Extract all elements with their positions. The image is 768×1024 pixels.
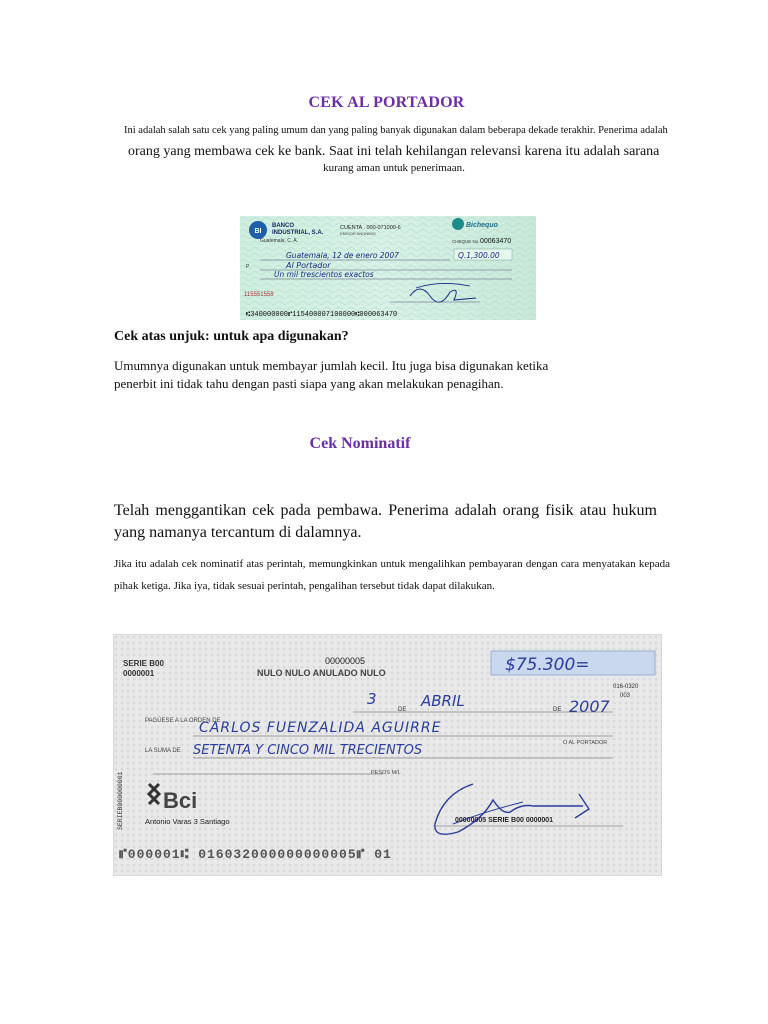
page-title-cek-al-portador: CEK AL PORTADOR [308, 94, 465, 111]
section-title-cek-nominatif: Cek Nominatif [309, 435, 411, 452]
check-micr-line: ⑈000001⑆ 016032000000000005⑈ 01 [119, 847, 392, 862]
paragraph-nominatif-1: Telah menggantikan cek pada pembawa. Penerima adalah orang fisik atau hukum yang namanya tercantum di dalamnya. [114, 502, 657, 541]
bichequo-logo-icon [452, 218, 464, 230]
bank-name-2: INDUSTRIAL, S.A. [272, 230, 324, 236]
check-payee: Al Portador [286, 261, 331, 270]
check-number: 00000005 [325, 656, 366, 666]
check-payee: CARLOS FUENZALIDA AGUIRRE [199, 720, 442, 736]
cheque-number: 00063470 [480, 238, 512, 245]
check-amount-words: SETENTA Y CINCO MIL TRECIENTOS [193, 743, 423, 758]
serie-label: SERIE B00 [123, 659, 164, 668]
de-label-1: DE [398, 707, 407, 713]
check-amount-words: Un mil trescientos exactos [274, 270, 374, 279]
check-amount: Q.1,300.00 [458, 251, 500, 260]
bank-address: Antonio Varas 3 Santiago [145, 817, 230, 826]
intro-line-1: Ini adalah salah satu cek yang paling umum dan yang paling banyak digunakan dalam beberapa dekade terakhir. Penerima adalah [124, 125, 668, 136]
subheading-cek-atas-unjuk: Cek atas unjuk: untuk apa digunakan? [114, 329, 349, 344]
account-number: CUENTA . 000-071000-6 [340, 225, 401, 231]
check-month: ABRIL [421, 692, 465, 710]
vertical-serial: SERIEB000000001 [117, 771, 124, 830]
intro-line-2: orang yang membawa cek ke bank. Saat ini telah kehilangan relevansi karena itu adalah sarana [128, 144, 660, 159]
intro-line-3: kurang aman untuk penerimaan. [323, 162, 465, 174]
bank-city: Guatemala, C. A. [260, 238, 299, 244]
pesos-label: PESOS M/L [371, 770, 401, 776]
side-number: 115551558 [244, 292, 274, 298]
svg-text:BI: BI [254, 228, 262, 235]
portador-label: O AL PORTADOR [563, 740, 608, 746]
branch-number: 003 [620, 693, 631, 699]
sum-label: LA SUMA DE [145, 748, 181, 754]
bank-name-1: BANCO [272, 223, 294, 229]
check-day: 3 [367, 690, 377, 708]
bank-logo-text: Bci [163, 788, 198, 813]
bottom-serie: 00000005 SERIE B00 0000001 [455, 817, 554, 824]
check-date: Guatemala, 12 de enero 2007 [286, 251, 399, 260]
bearer-check-image [240, 216, 536, 320]
bank-logo-icon [249, 221, 267, 239]
svg-text:P: P [246, 264, 250, 270]
routing-number: 016-0320 [613, 684, 639, 690]
nominative-check-image [113, 634, 662, 876]
de-label-2: DE [553, 707, 562, 713]
paragraph-nominatif-2: Jika itu adalah cek nominatif atas perintah, memungkinkan untuk mengalihkan pembayaran dengan cara menyatakan kepada pihak ketiga. Jika iya, tidak sesuai perintah, pengalihan tersebut tidak dapat dilakukan. [114, 558, 670, 592]
void-text: NULO NULO ANULADO NULO [257, 668, 386, 678]
account-type: EMISOR ANONIMO [340, 231, 376, 236]
check-year: 2007 [569, 697, 610, 716]
serie-number: 0000001 [123, 669, 155, 678]
brand-name: Bichequo [466, 222, 498, 229]
payee-label: PAGÚESE A LA ORDEN DE [145, 718, 221, 724]
check-micr-line: ⑆340000000⑈115400007100000⑆000063470 [246, 311, 398, 319]
paragraph-cek-atas-unjuk: Umumnya digunakan untuk membayar jumlah kecil. Itu juga bisa digunakan ketika penerbit ini tidak tahu dengan pasti siapa yang akan melakukan penagihan. [114, 358, 549, 391]
cheque-number-label: CHEQUE No. [452, 239, 480, 244]
check-amount: $75.300= [505, 655, 590, 675]
